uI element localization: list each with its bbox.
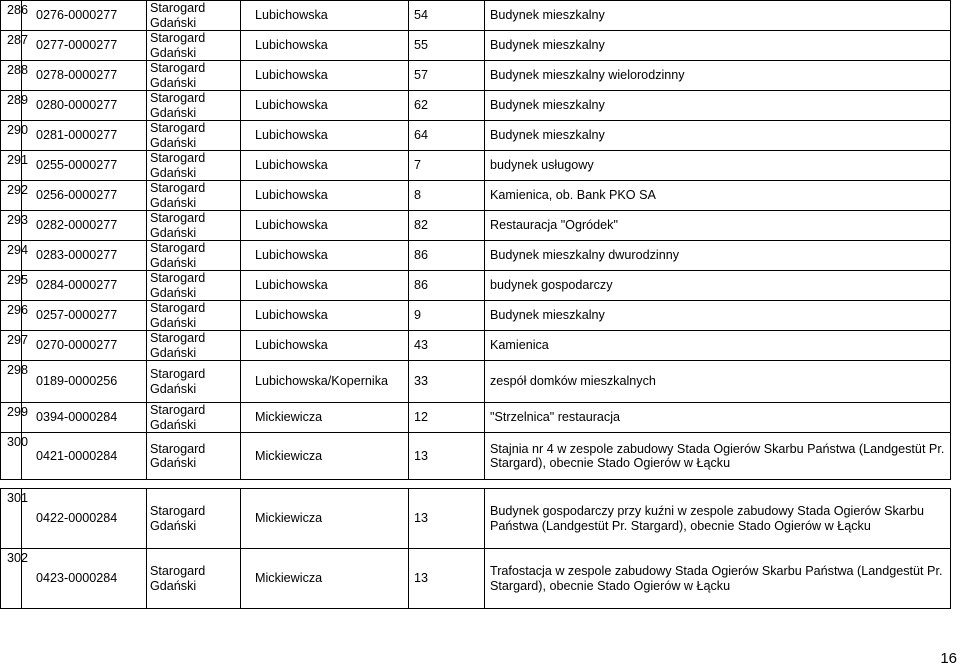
row-number: 286 [1,1,22,31]
row-number: 289 [1,91,22,121]
town: Starogard Gdański [147,1,241,31]
table-row [1,1,951,31]
register-code: 0255-0000277 [22,151,147,181]
register-code: 0189-0000256 [22,361,147,403]
table-row [1,361,951,403]
table-row [1,31,951,61]
house-number: 13 [409,433,485,480]
house-number: 13 [409,489,485,549]
street: Lubichowska [241,91,409,121]
house-number: 9 [409,301,485,331]
town: Starogard Gdański [147,91,241,121]
table-row [1,241,951,271]
table-row [1,489,951,549]
register-code: 0422-0000284 [22,489,147,549]
page-number: 16 [940,650,957,667]
object-description: "Strzelnica" restauracja [485,403,951,433]
object-description: Budynek mieszkalny [485,121,951,151]
town: Starogard Gdański [147,241,241,271]
object-description: Stajnia nr 4 w zespole zabudowy Stada Ogierów Skarbu Państwa (Landgestüt Pr. Stargard), obecnie Stado Ogierów w Łącku [485,433,951,480]
town: Starogard Gdański [147,271,241,301]
object-description: Kamienica [485,331,951,361]
table-row [1,61,951,91]
street: Mickiewicza [241,549,409,609]
row-number: 296 [1,301,22,331]
register-code: 0277-0000277 [22,31,147,61]
house-number: 86 [409,241,485,271]
house-number: 33 [409,361,485,403]
street: Lubichowska [241,211,409,241]
house-number: 62 [409,91,485,121]
town: Starogard Gdański [147,489,241,549]
house-number: 54 [409,1,485,31]
town: Starogard Gdański [147,31,241,61]
street: Mickiewicza [241,489,409,549]
table-row [1,151,951,181]
street: Lubichowska [241,31,409,61]
town: Starogard Gdański [147,403,241,433]
gap-cell [1,480,951,489]
row-number: 294 [1,241,22,271]
house-number: 86 [409,271,485,301]
object-description: Kamienica, ob. Bank PKO SA [485,181,951,211]
register-code: 0256-0000277 [22,181,147,211]
town: Starogard Gdański [147,181,241,211]
row-number: 295 [1,271,22,301]
register-code: 0276-0000277 [22,1,147,31]
register-code: 0278-0000277 [22,61,147,91]
register-code: 0423-0000284 [22,549,147,609]
table-gap [1,480,951,489]
row-number: 300 [1,433,22,480]
row-number: 299 [1,403,22,433]
table-row [1,433,951,480]
town: Starogard Gdański [147,61,241,91]
register-code: 0421-0000284 [22,433,147,480]
town: Starogard Gdański [147,121,241,151]
street: Lubichowska [241,61,409,91]
street: Mickiewicza [241,433,409,480]
table-row [1,271,951,301]
row-number: 302 [1,549,22,609]
house-number: 43 [409,331,485,361]
object-description: budynek usługowy [485,151,951,181]
register-code: 0283-0000277 [22,241,147,271]
table-row [1,211,951,241]
row-number: 298 [1,361,22,403]
object-description: budynek gospodarczy [485,271,951,301]
house-number: 13 [409,549,485,609]
row-number: 297 [1,331,22,361]
row-number: 293 [1,211,22,241]
register-code: 0280-0000277 [22,91,147,121]
house-number: 64 [409,121,485,151]
object-description: Budynek mieszkalny [485,1,951,31]
town: Starogard Gdański [147,361,241,403]
street: Lubichowska [241,151,409,181]
street: Mickiewicza [241,403,409,433]
house-number: 7 [409,151,485,181]
table-row [1,181,951,211]
town: Starogard Gdański [147,301,241,331]
house-number: 8 [409,181,485,211]
house-number: 12 [409,403,485,433]
row-number: 288 [1,61,22,91]
row-number: 301 [1,489,22,549]
street: Lubichowska [241,181,409,211]
register-code: 0270-0000277 [22,331,147,361]
street: Lubichowska [241,301,409,331]
register-code: 0394-0000284 [22,403,147,433]
object-description: Budynek mieszkalny dwurodzinny [485,241,951,271]
object-description: zespół domków mieszkalnych [485,361,951,403]
object-description: Trafostacja w zespole zabudowy Stada Ogierów Skarbu Państwa (Landgestüt Pr. Stargard), obecnie Stado Ogierów w Łącku [485,549,951,609]
street: Lubichowska [241,271,409,301]
street: Lubichowska/Kopernika [241,361,409,403]
table-row [1,331,951,361]
house-number: 82 [409,211,485,241]
object-description: Restauracja "Ogródek" [485,211,951,241]
table-row [1,403,951,433]
object-description: Budynek mieszkalny [485,301,951,331]
town: Starogard Gdański [147,331,241,361]
row-number: 292 [1,181,22,211]
table-row [1,549,951,609]
street: Lubichowska [241,241,409,271]
row-number: 287 [1,31,22,61]
table-row [1,91,951,121]
town: Starogard Gdański [147,433,241,480]
object-description: Budynek mieszkalny [485,31,951,61]
object-description: Budynek mieszkalny wielorodzinny [485,61,951,91]
register-code: 0284-0000277 [22,271,147,301]
town: Starogard Gdański [147,549,241,609]
street: Lubichowska [241,1,409,31]
object-description: Budynek mieszkalny [485,91,951,121]
register-code: 0257-0000277 [22,301,147,331]
street: Lubichowska [241,331,409,361]
object-description: Budynek gospodarczy przy kuźni w zespole zabudowy Stada Ogierów Skarbu Państwa (Landgestüt Pr. Stargard), obecnie Stado Ogierów w Łącku [485,489,951,549]
town: Starogard Gdański [147,151,241,181]
row-number: 291 [1,151,22,181]
house-number: 57 [409,61,485,91]
table-row [1,301,951,331]
house-number: 55 [409,31,485,61]
table-body [1,1,951,609]
row-number: 290 [1,121,22,151]
town: Starogard Gdański [147,211,241,241]
table-row [1,121,951,151]
register-code: 0282-0000277 [22,211,147,241]
street: Lubichowska [241,121,409,151]
register-code: 0281-0000277 [22,121,147,151]
